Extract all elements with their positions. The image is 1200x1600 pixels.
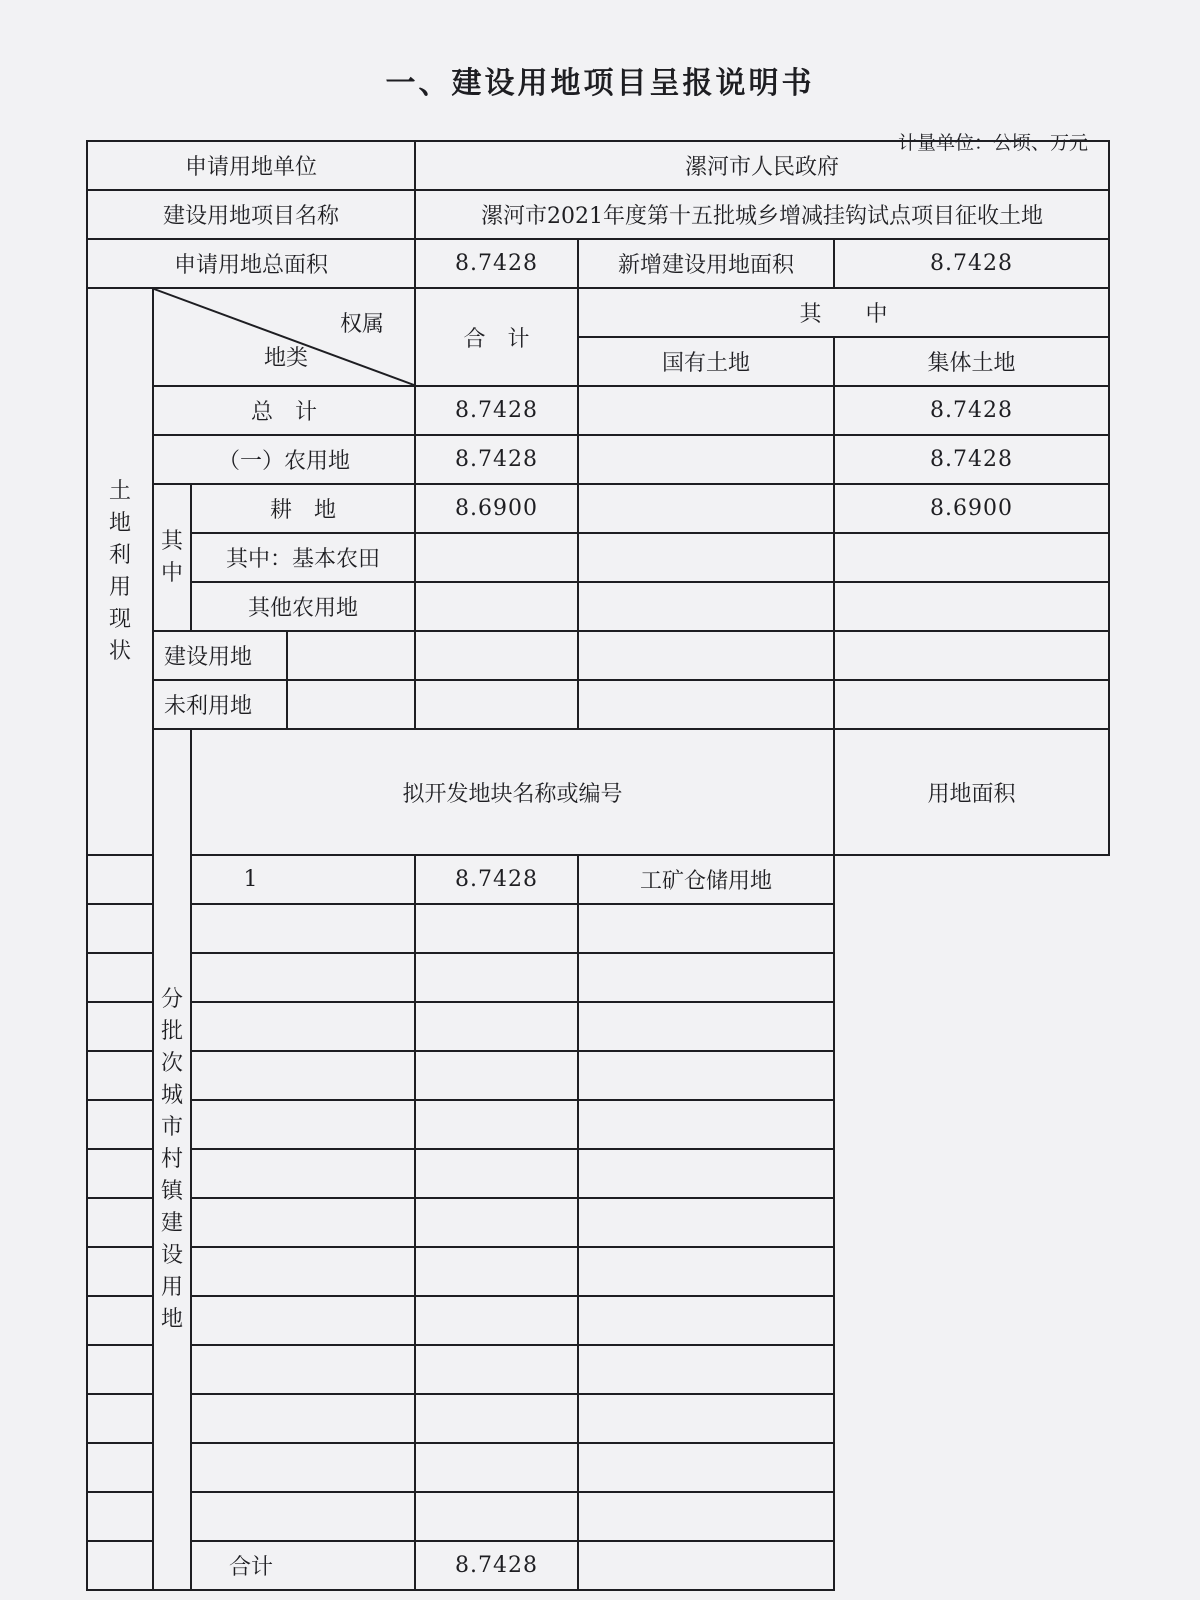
cell-state	[578, 582, 834, 631]
table-row	[87, 904, 1109, 953]
collective-land-header: 集体土地	[834, 337, 1109, 386]
batch-total-value: 8.7428	[415, 1541, 578, 1590]
row-label-unused: 未利用地	[153, 680, 287, 729]
cell-blank	[578, 1541, 834, 1590]
row-label-other-agricultural: 其他农用地	[191, 582, 415, 631]
table-row	[87, 1100, 1109, 1149]
parcel-area-header: 用地面积	[834, 729, 1109, 855]
cell-state	[578, 484, 834, 533]
page-title: 一、建设用地项目呈报说明书	[385, 66, 815, 101]
cell-collective	[834, 582, 1109, 631]
ownership-heading: 权属	[340, 312, 385, 337]
table-row	[87, 582, 1109, 631]
among-side-label: 其 中	[153, 484, 191, 631]
table-row	[87, 1492, 1109, 1541]
cell-total	[415, 582, 578, 631]
cell-blank	[287, 680, 415, 729]
land-status-section-label: 土 地 利 用 现 状	[87, 288, 153, 855]
row-label-construction: 建设用地	[153, 631, 287, 680]
unit-note: 计量单位：公顷、万元	[897, 132, 1088, 154]
cell-total: 8.6900	[415, 484, 578, 533]
cell-collective	[834, 680, 1109, 729]
cell-collective: 8.6900	[834, 484, 1109, 533]
cell-state	[578, 680, 834, 729]
cell-state	[578, 386, 834, 435]
parcel-name: 1	[87, 855, 415, 904]
table-row	[87, 953, 1109, 1002]
table-row	[87, 435, 1109, 484]
applicant-value: 漯河市人民政府	[415, 141, 1109, 190]
total-area-value: 8.7428	[415, 239, 578, 288]
report-form	[86, 140, 1110, 1591]
table-row	[87, 855, 1109, 904]
table-row	[87, 1345, 1109, 1394]
parcel-use: 工矿仓储用地	[578, 855, 834, 904]
table-row	[87, 1541, 1109, 1590]
table-row	[87, 1149, 1109, 1198]
table-row	[87, 1443, 1109, 1492]
batch-section-label: 分 批 次 城 市 村 镇 建 设 用 地	[153, 729, 191, 1590]
table-row	[87, 631, 1109, 680]
parcel-area: 8.7428	[415, 855, 578, 904]
row-label-basic-farmland: 其中：基本农田	[191, 533, 415, 582]
cell-total: 8.7428	[415, 435, 578, 484]
parcel-name-header: 拟开发地块名称或编号	[191, 729, 834, 855]
cell-total	[415, 680, 578, 729]
row-label-total: 总 计	[153, 386, 415, 435]
total-area-label: 申请用地总面积	[87, 239, 415, 288]
new-area-value: 8.7428	[834, 239, 1109, 288]
cell-collective: 8.7428	[834, 386, 1109, 435]
table-row	[87, 1296, 1109, 1345]
new-area-label: 新增建设用地面积	[578, 239, 834, 288]
cell-state	[578, 631, 834, 680]
among-column-header: 其 中	[578, 288, 1109, 337]
total-column-header: 合 计	[415, 288, 578, 386]
cell-blank	[287, 631, 415, 680]
cell-total	[415, 533, 578, 582]
batch-total-label: 合计	[87, 1541, 415, 1590]
table-row	[87, 386, 1109, 435]
project-name-label: 建设用地项目名称	[87, 190, 415, 239]
cell-total: 8.7428	[415, 386, 578, 435]
diagonal-header-cell	[153, 288, 415, 386]
table-row	[87, 1198, 1109, 1247]
table-row	[87, 680, 1109, 729]
state-land-header: 国有土地	[578, 337, 834, 386]
cell-collective: 8.7428	[834, 435, 1109, 484]
cell-collective	[834, 533, 1109, 582]
row-label-agricultural: （一）农用地	[153, 435, 415, 484]
project-name-value: 漯河市2021年度第十五批城乡增减挂钩试点项目征收土地	[415, 190, 1109, 239]
table-row	[87, 533, 1109, 582]
applicant-label: 申请用地单位	[87, 141, 415, 190]
cell-state	[578, 533, 834, 582]
cell-state	[578, 435, 834, 484]
land-type-heading: 地类	[264, 346, 309, 371]
table-row	[87, 1051, 1109, 1100]
table-row	[87, 484, 1109, 533]
row-label-cultivated: 耕 地	[191, 484, 415, 533]
cell-total	[415, 631, 578, 680]
cell-collective	[834, 631, 1109, 680]
table-row	[87, 1394, 1109, 1443]
table-row	[87, 1247, 1109, 1296]
table-row	[87, 1002, 1109, 1051]
